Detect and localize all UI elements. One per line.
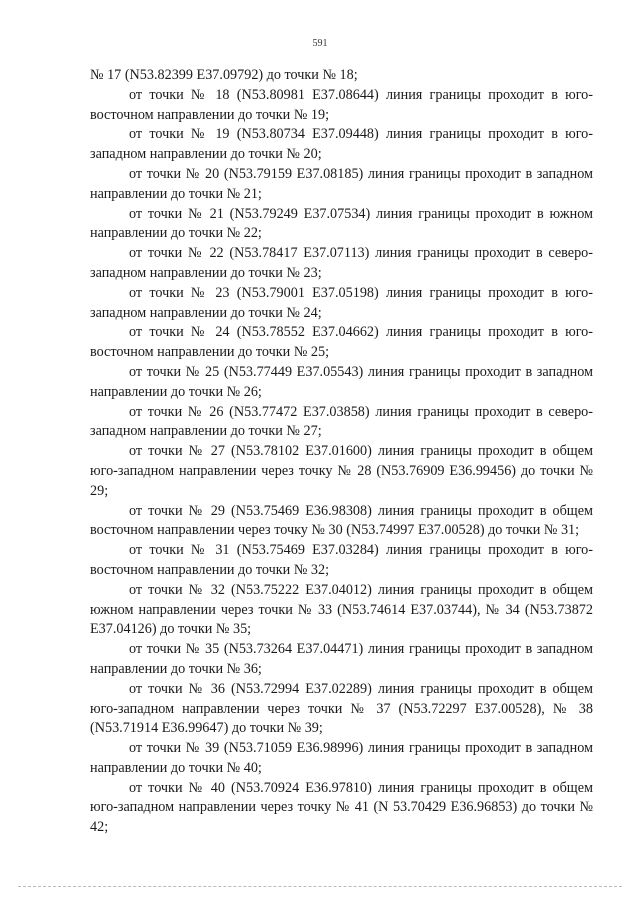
- paragraph: от точки № 32 (N53.75222 E37.04012) линия границы проходит в общем южном направлении через точки № 33 (N53.74614 E37.03744), № 34 (N53.73872 E37.04126) до точки № 35;: [90, 581, 593, 638]
- page-number: 591: [312, 38, 328, 49]
- paragraph: от точки № 21 (N53.79249 E37.07534) линия границы проходит в южном направлении до точки № 22;: [90, 205, 593, 242]
- paragraph: от точки № 39 (N53.71059 E36.98996) линия границы проходит в западном направлении до точки № 40;: [90, 740, 593, 776]
- paragraph: от точки № 20 (N53.79159 E37.08185) линия границы проходит в западном направлении до точки № 21;: [90, 165, 593, 202]
- paragraph: № 17 (N53.82399 E37.09792) до точки № 18;: [90, 67, 358, 83]
- paragraph: от точки № 36 (N53.72994 E37.02289) линия границы проходит в общем юго-западном направлении через точки № 37 (N53.72297 E37.00528), № 38 (N53.71914 E36.99647) до точки № 39;: [90, 680, 593, 737]
- paragraph: от точки № 19 (N53.80734 E37.09448) линия границы проходит в юго-западном направлении до точки № 20;: [90, 126, 593, 163]
- footer-divider: [18, 886, 622, 887]
- paragraph: от точки № 22 (N53.78417 E37.07113) линия границы проходит в северо-западном направлении до точки № 23;: [90, 245, 593, 281]
- paragraph: от точки № 31 (N53.75469 E37.03284) линия границы проходит в юго-восточном направлении до точки № 32;: [90, 542, 593, 578]
- paragraph: от точки № 24 (N53.78552 E37.04662) линия границы проходит в юго-восточном направлении до точки № 25;: [90, 324, 593, 361]
- document-body: [90, 66, 593, 838]
- paragraph: от точки № 27 (N53.78102 E37.01600) линия границы проходит в общем юго-западном направлении через точку № 28 (N53.76909 E36.99456) до точки № 29;: [90, 443, 593, 499]
- paragraph: от точки № 35 (N53.73264 E37.04471) линия границы проходит в западном направлении до точки № 36;: [90, 641, 593, 677]
- paragraph: от точки № 23 (N53.79001 E37.05198) линия границы проходит в юго-западном направлении до точки № 24;: [90, 284, 593, 321]
- paragraph: от точки № 18 (N53.80981 E37.08644) линия границы проходит в юго-восточном направлении до точки № 19;: [90, 86, 593, 123]
- paragraph: от точки № 26 (N53.77472 E37.03858) линия границы проходит в северо-западном направлении до точки № 27;: [90, 403, 593, 440]
- paragraph: от точки № 40 (N53.70924 E36.97810) линия границы проходит в общем юго-западном направлении через точку № 41 (N 53.70429 E36.96853) до точки № 42;: [90, 779, 593, 836]
- paragraph: от точки № 25 (N53.77449 E37.05543) линия границы проходит в западном направлении до точки № 26;: [90, 363, 593, 400]
- paragraph: от точки № 29 (N53.75469 E36.98308) линия границы проходит в общем восточном направлении через точку № 30 (N53.74997 E37.00528) до точки № 31;: [90, 502, 593, 539]
